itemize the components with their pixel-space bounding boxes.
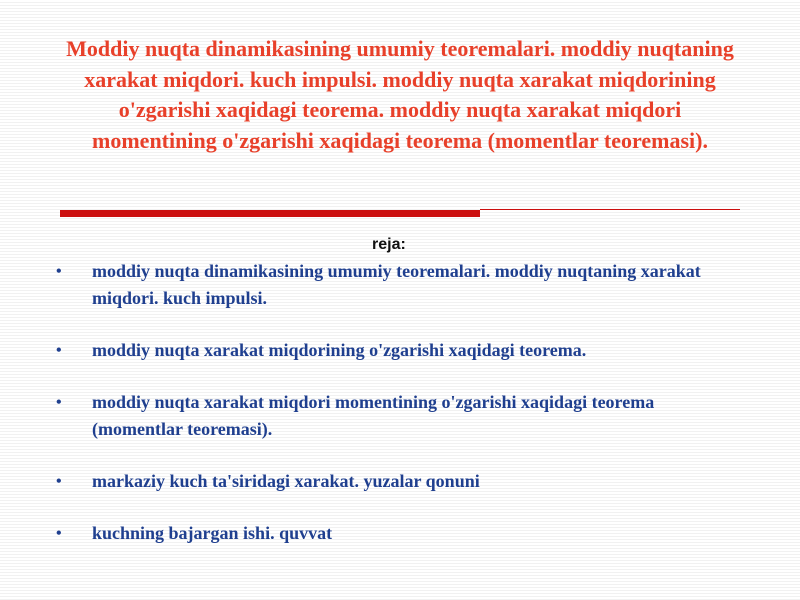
bullet-icon: •	[56, 525, 62, 542]
plan-item	[56, 468, 746, 495]
plan-item	[56, 337, 746, 364]
plan-list	[56, 258, 746, 572]
plan-item-text: kuchning bajargan ishi. quvvat	[92, 523, 333, 543]
plan-heading: reja:	[372, 236, 406, 253]
title-divider	[60, 207, 740, 217]
plan-item-text: markaziy kuch ta'siridagi xarakat. yuzalar qonuni	[92, 471, 480, 491]
plan-item	[56, 389, 746, 443]
plan-item-text: moddiy nuqta dinamikasining umumiy teoremalari. moddiy nuqtaning xarakat miqdori. kuch impulsi.	[92, 261, 701, 308]
bullet-icon: •	[56, 473, 62, 490]
divider-thin-segment	[480, 209, 740, 210]
bullet-icon: •	[56, 394, 62, 411]
bullet-icon: •	[56, 263, 62, 280]
plan-item-text: moddiy nuqta xarakat miqdorining o'zgarishi xaqidagi teorema.	[92, 340, 587, 360]
plan-item	[56, 258, 746, 312]
divider-thick-segment	[60, 210, 480, 217]
plan-item-text: moddiy nuqta xarakat miqdori momentining o'zgarishi xaqidagi teorema (momentlar teoremasi).	[92, 392, 655, 439]
slide-title: Moddiy nuqta dinamikasining umumiy teoremalari. moddiy nuqtaning xarakat miqdori. kuch impulsi. moddiy nuqta xarakat miqdorining o'zgarishi xaqidagi teorema. moddiy nuqta xarakat miqdori momentining o'zgarishi xaqidagi teorema (momentlar teoremasi).	[66, 36, 734, 153]
bullet-icon: •	[56, 342, 62, 359]
plan-item	[56, 520, 746, 547]
